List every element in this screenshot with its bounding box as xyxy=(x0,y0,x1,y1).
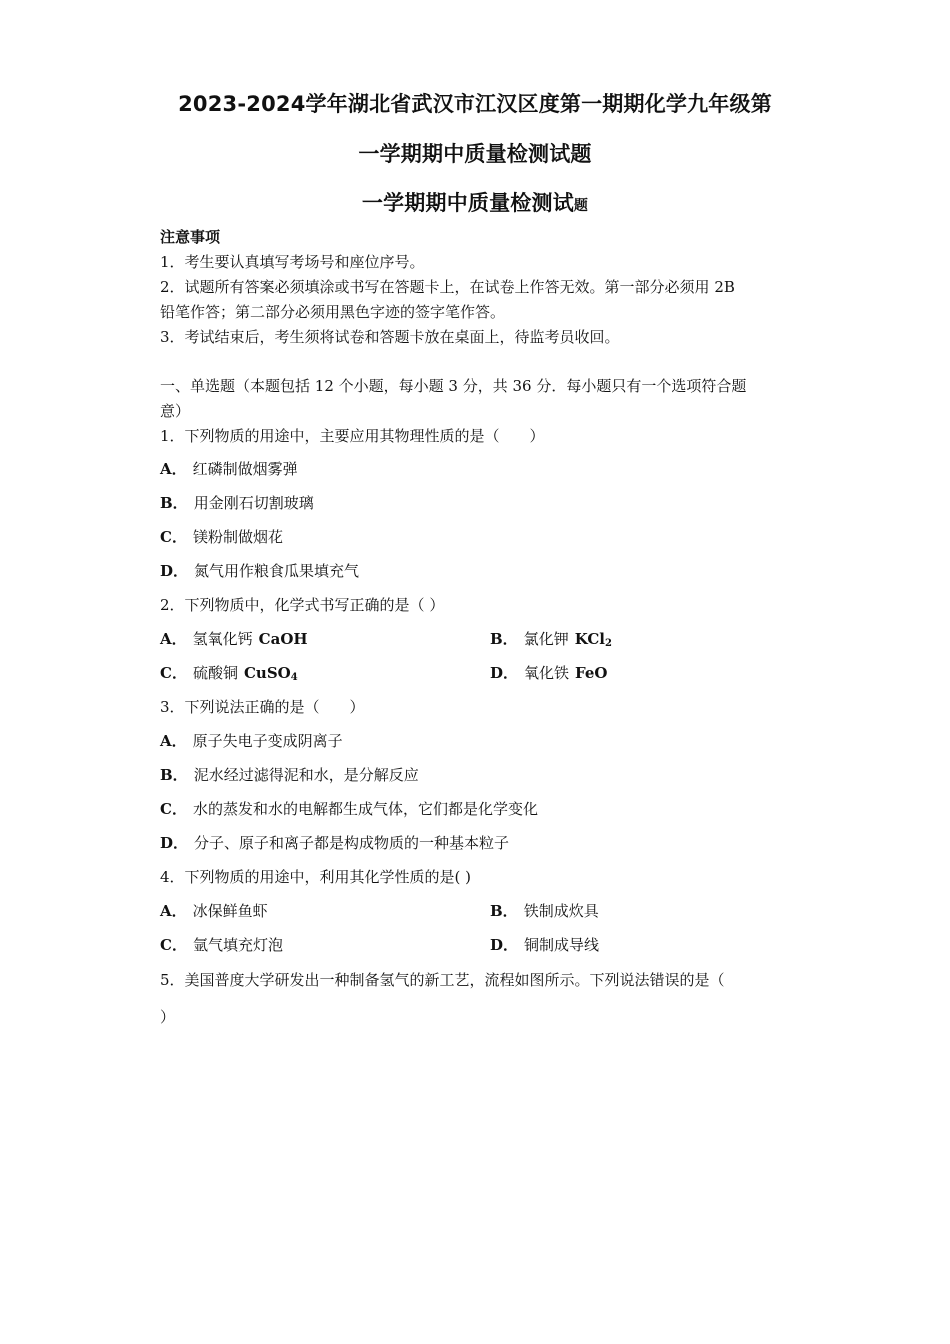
option-text: 氯化钾 xyxy=(523,630,569,648)
question-3-option-a[interactable] xyxy=(160,731,343,751)
option-text: 水的蒸发和水的电解都生成气体，它们都是化学变化 xyxy=(192,800,538,818)
title-line-3 xyxy=(0,187,950,217)
option-text: 泥水经过滤得泥和水，是分解反应 xyxy=(193,766,419,784)
option-text: 铜制成导线 xyxy=(524,936,600,954)
section-heading-line-1: 一、单选题（本题包括 12 个小题，每小题 3 分，共 36 分．每小题只有一个选项符合题 xyxy=(160,377,747,395)
question-2-option-c[interactable] xyxy=(160,663,298,688)
option-letter: D． xyxy=(490,936,519,954)
formula-subscript: 2 xyxy=(604,638,612,649)
option-letter: C． xyxy=(160,528,187,546)
question-2-option-d[interactable] xyxy=(490,663,607,683)
option-letter: D． xyxy=(160,562,189,580)
question-3-option-d[interactable] xyxy=(160,833,509,853)
option-letter: C． xyxy=(160,936,187,954)
question-2-option-b[interactable] xyxy=(490,629,612,654)
option-letter: B． xyxy=(490,630,518,648)
question-4-option-c[interactable] xyxy=(160,935,283,955)
option-text: 原子失电子变成阴离子 xyxy=(192,732,343,750)
notice-item-2-line-1: 2．试题所有答案必须填涂或书写在答题卡上，在试卷上作答无效。第一部分必须用 2B xyxy=(160,278,735,296)
option-text: 分子、原子和离子都是构成物质的一种基本粒子 xyxy=(194,834,510,852)
chemical-formula xyxy=(575,630,612,648)
option-letter: B． xyxy=(160,494,188,512)
question-3-stem: 3．下列说法正确的是（ ） xyxy=(160,698,365,716)
option-text: 红磷制做烟雾弹 xyxy=(192,460,298,478)
option-letter: A． xyxy=(160,902,187,920)
question-5-stem-line-1: 5．美国普度大学研发出一种制备氢气的新工艺，流程如图所示。下列说法错误的是（ xyxy=(160,971,725,989)
chemical-formula xyxy=(244,664,298,682)
question-5-stem-line-2: ） xyxy=(160,1008,176,1026)
option-text: 用金刚石切割玻璃 xyxy=(193,494,314,512)
question-2-option-a[interactable] xyxy=(160,629,308,649)
question-3-option-c[interactable] xyxy=(160,799,538,819)
title-line-3-small: 题 xyxy=(573,198,589,214)
notice-item-1: 1．考生要认真填写考场号和座位序号。 xyxy=(160,253,425,271)
question-3-option-b[interactable] xyxy=(160,765,419,785)
option-letter: A． xyxy=(160,732,187,750)
notice-item-3: 3．考试结束后，考生须将试卷和答题卡放在桌面上，待监考员收回。 xyxy=(160,328,620,346)
question-1-option-b[interactable] xyxy=(160,493,314,513)
option-letter: C． xyxy=(160,664,187,682)
formula-main: KCl xyxy=(574,630,605,648)
title-line-1: 2023-2024学年湖北省武汉市江汉区度第一期期化学九年级第 xyxy=(178,92,772,116)
option-text: 氧化铁 xyxy=(524,664,570,682)
question-4-option-a[interactable] xyxy=(160,901,268,921)
question-4-stem: 4．下列物质的用途中，利用其化学性质的是( ) xyxy=(160,868,472,886)
option-letter: D． xyxy=(160,834,189,852)
option-letter: D． xyxy=(490,664,519,682)
question-1-option-c[interactable] xyxy=(160,527,283,547)
option-text: 铁制成炊具 xyxy=(523,902,599,920)
question-2-stem: 2．下列物质中，化学式书写正确的是（ ） xyxy=(160,596,445,614)
option-letter: B． xyxy=(490,902,518,920)
formula-subscript: 4 xyxy=(290,672,298,683)
option-letter: A． xyxy=(160,460,187,478)
title-line-2: 一学期期中质量检测试题 xyxy=(358,142,592,166)
chemical-formula: FeO xyxy=(575,664,608,682)
option-letter: C． xyxy=(160,800,187,818)
title-line-3-main: 一学期期中质量检测试 xyxy=(361,191,574,215)
option-letter: B． xyxy=(160,766,188,784)
chemical-formula: CaOH xyxy=(258,630,308,648)
option-text: 氢氧化钙 xyxy=(192,630,253,648)
notice-heading: 注意事项 xyxy=(160,228,221,246)
option-text: 硫酸铜 xyxy=(192,664,238,682)
option-text: 镁粉制做烟花 xyxy=(192,528,283,546)
question-1-stem: 1．下列物质的用途中，主要应用其物理性质的是（ ） xyxy=(160,427,545,445)
question-1-option-d[interactable] xyxy=(160,561,359,581)
question-4-option-b[interactable] xyxy=(490,901,599,921)
option-text: 氮气用作粮食瓜果填充气 xyxy=(194,562,360,580)
notice-item-2-line-2: 铅笔作答；第二部分必须用黑色字迹的签字笔作答。 xyxy=(160,303,506,321)
question-1-option-a[interactable] xyxy=(160,459,298,479)
option-letter: A． xyxy=(160,630,187,648)
question-4-option-d[interactable] xyxy=(490,935,599,955)
option-text: 冰保鲜鱼虾 xyxy=(192,902,268,920)
formula-main: CuSO xyxy=(243,664,291,682)
section-heading-line-2: 意） xyxy=(160,402,191,420)
option-text: 氩气填充灯泡 xyxy=(192,936,283,954)
